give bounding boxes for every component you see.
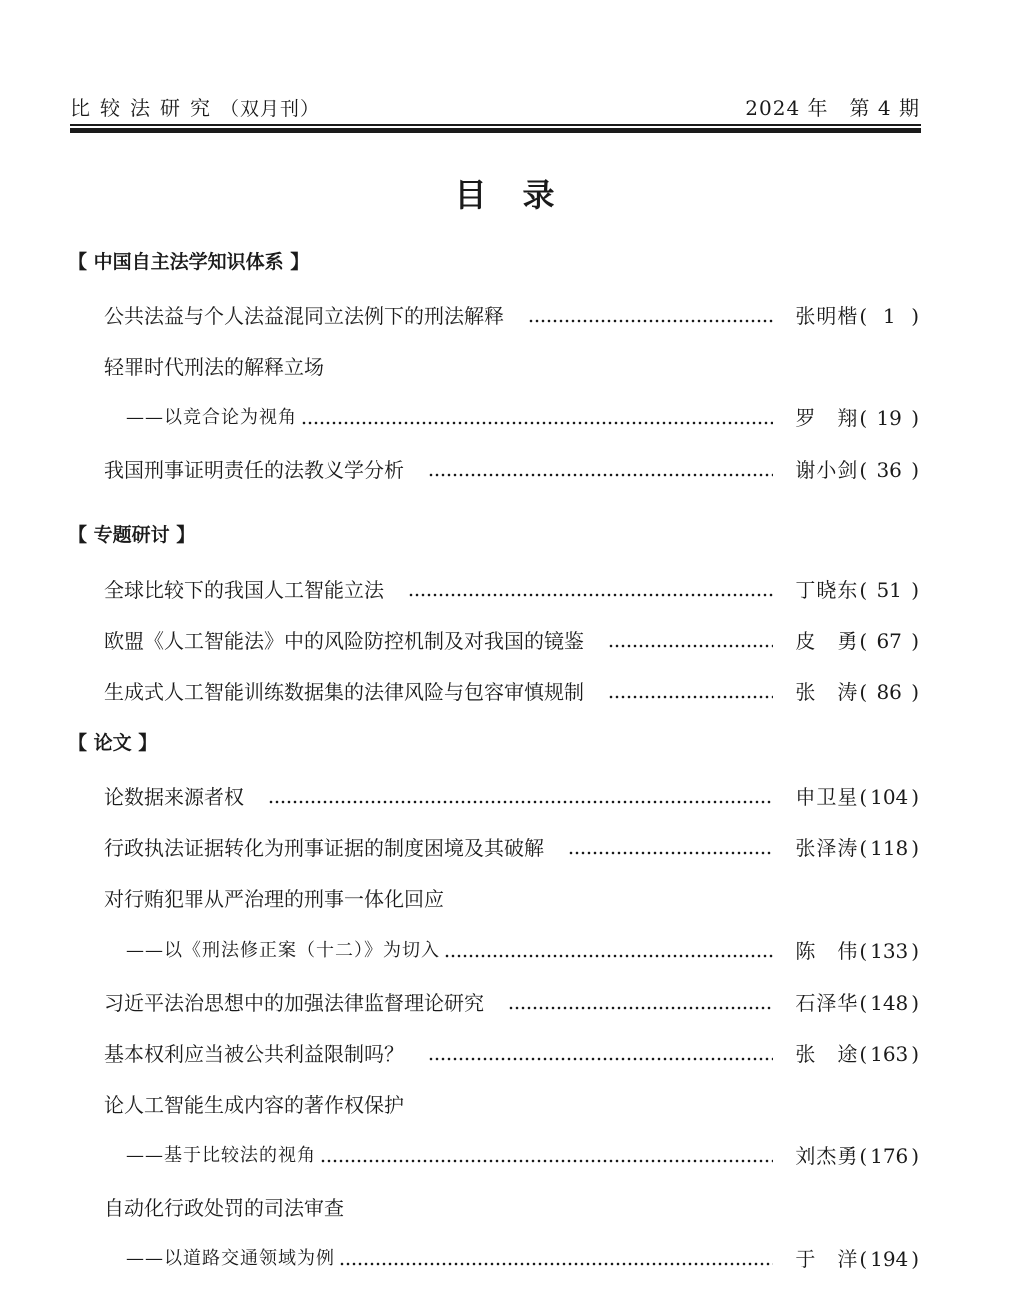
toc-entry[interactable]	[104, 301, 919, 331]
entry-page: ( 163 )	[859, 1042, 919, 1066]
header-rule-thin	[70, 124, 921, 126]
toc-entry-title-line[interactable]: 轻罪时代刑法的解释立场	[104, 355, 324, 379]
leader-dots	[428, 455, 773, 485]
toc-entry-subtitle[interactable]	[126, 403, 919, 433]
entry-title: 欧盟《人工智能法》中的风险防控机制及对我国的镜鉴	[104, 629, 584, 653]
entry-title: 行政执法证据转化为刑事证据的制度困境及其破解	[104, 836, 544, 860]
entry-title: 基本权利应当被公共利益限制吗？	[104, 1042, 404, 1066]
entry-author: 刘杰勇	[795, 1144, 858, 1168]
entry-title: 论数据来源者权	[104, 785, 244, 809]
journal-frequency: （双月刊）	[220, 97, 321, 120]
running-header	[70, 93, 920, 119]
leader-dots	[508, 988, 773, 1018]
entry-page: ( 133 )	[859, 939, 919, 963]
entry-author: 陈 伟	[795, 939, 858, 963]
entry-page: ( 118 )	[859, 836, 919, 860]
toc-entry-subtitle[interactable]	[126, 936, 919, 966]
entry-page: ( 19 )	[859, 406, 919, 430]
entry-subtitle: ——以《刑法修正案（十二）》为切入	[126, 940, 440, 961]
leader-dots	[301, 403, 773, 433]
leader-dots	[444, 936, 773, 966]
toc-entry[interactable]	[104, 833, 919, 863]
leader-dots	[568, 833, 773, 863]
entry-subtitle: ——基于比较法的视角	[126, 1145, 316, 1166]
entry-author: 张明楷	[795, 304, 858, 328]
toc-entry[interactable]	[104, 677, 919, 707]
leader-dots	[339, 1244, 773, 1274]
toc-entry-title-line[interactable]: 自动化行政处罚的司法审查	[104, 1196, 344, 1220]
entry-subtitle: ——以竞合论为视角	[126, 407, 297, 428]
toc-entry-title-line[interactable]: 论人工智能生成内容的著作权保护	[104, 1093, 404, 1117]
entry-author: 申卫星	[795, 785, 858, 809]
leader-dots	[408, 575, 773, 605]
entry-author: 皮 勇	[795, 629, 858, 653]
issue-number: 2024 年 第 4 期	[745, 95, 920, 120]
journal-name: 比较法研究（双月刊）	[70, 95, 321, 120]
entry-author: 张泽涛	[795, 836, 858, 860]
entry-title: 全球比较下的我国人工智能立法	[104, 578, 384, 602]
entry-author: 于 洋	[795, 1247, 858, 1271]
leader-dots	[320, 1141, 773, 1171]
entry-page: ( 194 )	[859, 1247, 919, 1271]
entry-subtitle: ——以道路交通领域为例	[126, 1248, 335, 1269]
toc-entry-subtitle[interactable]	[126, 1244, 919, 1274]
toc-entry[interactable]	[104, 626, 919, 656]
toc-entry[interactable]	[104, 455, 919, 485]
entry-author: 张 涛	[795, 680, 858, 704]
entry-page: ( 51 )	[859, 578, 919, 602]
entry-title: 我国刑事证明责任的法教义学分析	[104, 458, 404, 482]
entry-author: 张 途	[795, 1042, 858, 1066]
header-rule-thick	[70, 128, 921, 133]
entry-author: 石泽华	[795, 991, 858, 1015]
entry-page: ( 86 )	[859, 680, 919, 704]
toc-entry[interactable]	[104, 575, 919, 605]
leader-dots	[608, 626, 773, 656]
entry-page: ( 1 )	[859, 304, 919, 328]
entry-page: ( 176 )	[859, 1144, 919, 1168]
leader-dots	[608, 677, 773, 707]
entry-title: 生成式人工智能训练数据集的法律风险与包容审慎规制	[104, 680, 584, 704]
toc-entry[interactable]	[104, 1039, 919, 1069]
leader-dots	[428, 1039, 773, 1069]
entry-title: 公共法益与个人法益混同立法例下的刑法解释	[104, 304, 504, 328]
toc-entry-subtitle[interactable]	[126, 1141, 919, 1171]
leader-dots	[268, 782, 773, 812]
entry-page: ( 36 )	[859, 458, 919, 482]
entry-page: ( 104 )	[859, 785, 919, 809]
page-title: 目录	[454, 176, 591, 214]
section-heading: 【 论文 】	[68, 732, 158, 754]
toc-entry[interactable]	[104, 988, 919, 1018]
entry-page: ( 67 )	[859, 629, 919, 653]
entry-title: 习近平法治思想中的加强法律监督理论研究	[104, 991, 484, 1015]
section-heading: 【 专题研讨 】	[68, 524, 196, 546]
toc-entry[interactable]	[104, 782, 919, 812]
leader-dots	[528, 301, 773, 331]
entry-author: 罗 翔	[795, 406, 858, 430]
entry-page: ( 148 )	[859, 991, 919, 1015]
section-heading: 【 中国自主法学知识体系 】	[68, 251, 310, 273]
toc-entry-title-line[interactable]: 对行贿犯罪从严治理的刑事一体化回应	[104, 887, 444, 911]
entry-author: 谢小剑	[795, 458, 858, 482]
entry-author: 丁晓东	[795, 578, 858, 602]
